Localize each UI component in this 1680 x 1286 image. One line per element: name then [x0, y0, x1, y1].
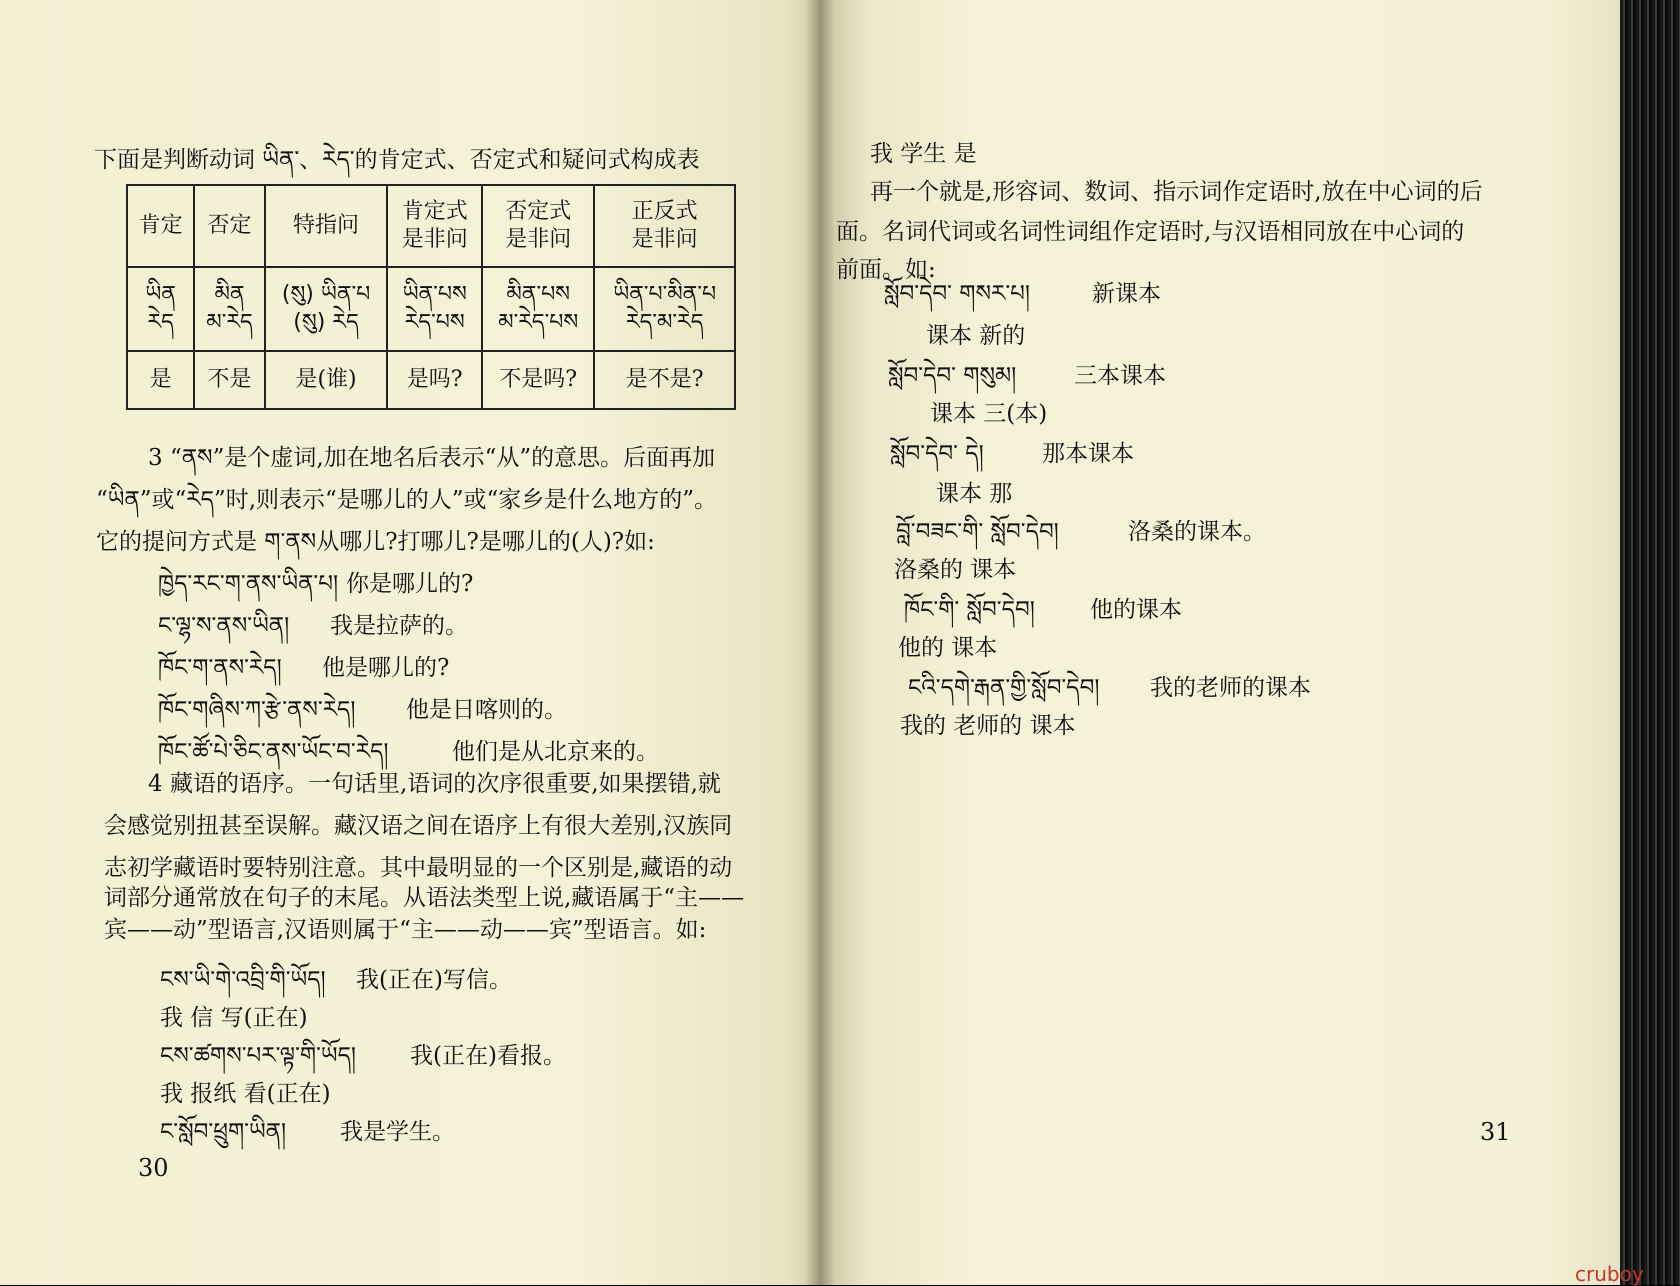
- page-edges: [1620, 0, 1680, 1285]
- table-cell: 是: [127, 351, 194, 409]
- example-translation: 我(正在)写信。: [356, 967, 512, 993]
- book-gutter: [805, 0, 835, 1285]
- example-translation: 我(正在)看报。: [410, 1043, 566, 1069]
- word-gloss: 他的 课本: [898, 635, 998, 661]
- copula-table: [126, 184, 736, 410]
- tibetan-example: ངའི་དགེ་རྒན་གྱི་སློབ་དེབ།: [908, 675, 1100, 701]
- paragraph-line: 会感觉别扭甚至误解。藏汉语之间在语序上有很大差别,汉族同: [104, 813, 733, 839]
- tibetan-example: ཁོང་གི་ སློབ་དེབ།: [904, 597, 1035, 623]
- tibetan-example: སློབ་དེབ་ གསུམ།: [888, 363, 1017, 389]
- table-cell: 不是: [194, 351, 264, 409]
- table-cell: 是(谁): [265, 351, 388, 409]
- table-cell: 不是吗?: [482, 351, 594, 409]
- table-header: 否定式 是非问: [482, 185, 594, 267]
- tibetan-example: ངས་ཚགས་པར་ལྟ་གི་ཡོད།: [160, 1043, 357, 1069]
- paragraph-line: 宾——动”型语言,汉语则属于“主——动——宾”型语言。如:: [104, 917, 707, 943]
- example-translation: 他们是从北京来的。: [452, 739, 659, 765]
- example-translation: 我是学生。: [340, 1119, 455, 1145]
- paragraph-line: 志初学藏语时要特别注意。其中最明显的一个区别是,藏语的动: [104, 855, 733, 881]
- word-gloss: 课本 新的: [926, 323, 1026, 349]
- table-intro: 下面是判断动词 ཡིན་、རེད་的肯定式、否定式和疑问式构成表: [94, 147, 700, 173]
- table-cell: 是不是?: [594, 351, 735, 409]
- word-gloss: 我 信 写(正在): [160, 1005, 308, 1031]
- word-gloss: 洛桑的 课本: [894, 557, 1017, 583]
- paragraph-line: “ཡིན”或“རེད”时,则表示“是哪儿的人”或“家乡是什么地方的”。: [96, 487, 718, 513]
- table-cell: མིན མ་རེད: [194, 267, 264, 351]
- tibetan-example: ཁོང་གཞིས་ཀ་རྩེ་ནས་རེད།: [158, 697, 356, 723]
- word-gloss: 我 学生 是: [870, 141, 977, 167]
- watermark: cruboy: [1575, 1262, 1644, 1286]
- table-cell: མིན་པས མ་རེད་པས: [482, 267, 594, 351]
- tibetan-example: སློབ་དེབ་ གསར་པ།: [884, 281, 1031, 307]
- tibetan-example: ངས་ཡི་གེ་འབྲི་གི་ཡོད།: [160, 967, 326, 993]
- tibetan-example: སློབ་དེབ་ དེ།: [890, 441, 984, 467]
- example-translation: 三本课本: [1074, 363, 1166, 389]
- example-translation: 他是日喀则的。: [406, 697, 567, 723]
- example-translation: 我是拉萨的。: [330, 613, 468, 639]
- word-gloss: 我 报纸 看(正在): [160, 1081, 331, 1107]
- tibetan-example: བློ་བཟང་གི་ སློབ་དེབ།: [896, 519, 1059, 545]
- table-cell: (སུ) ཡིན་པ (སུ) རེད: [265, 267, 388, 351]
- table-cell: 是吗?: [387, 351, 482, 409]
- table-header: 否定: [194, 185, 264, 267]
- word-gloss: 课本 那: [936, 481, 1013, 507]
- example-translation: 他的课本: [1090, 597, 1182, 623]
- example-translation: 我的老师的课本: [1150, 675, 1311, 701]
- page-number: 31: [1480, 1118, 1511, 1146]
- paragraph-line: 前面。如:: [836, 257, 936, 283]
- tibetan-example: ཁོང་ཚོ་པེ་ཅིང་ནས་ཡོང་བ་རེད།: [158, 739, 389, 765]
- page-number: 30: [138, 1154, 169, 1182]
- paragraph-line: 4 藏语的语序。一句话里,语词的次序很重要,如果摆错,就: [148, 771, 721, 797]
- table-header: 肯定式 是非问: [387, 185, 482, 267]
- example-translation: 你是哪儿的?: [346, 571, 474, 597]
- paragraph-line: 词部分通常放在句子的末尾。从语法类型上说,藏语属于“主——: [104, 885, 745, 911]
- example-translation: 那本课本: [1042, 441, 1134, 467]
- table-header: 正反式 是非问: [594, 185, 735, 267]
- table-header: 肯定: [127, 185, 194, 267]
- example-translation: 洛桑的课本。: [1128, 519, 1266, 545]
- paragraph-line: 它的提问方式是 ག་ནས从哪儿?打哪儿?是哪儿的(人)?如:: [96, 529, 655, 555]
- tibetan-example: ཁོང་ག་ནས་རེད།: [158, 655, 282, 681]
- example-translation: 他是哪儿的?: [322, 655, 450, 681]
- tibetan-example: ང་ལྷ་ས་ནས་ཡིན།: [158, 613, 290, 639]
- word-gloss: 课本 三(本): [930, 401, 1048, 427]
- paragraph-line: 再一个就是,形容词、数词、指示词作定语时,放在中心词的后: [870, 179, 1483, 205]
- table-cell: ཡིན་པ་མིན་པ རེད་མ་རེད: [594, 267, 735, 351]
- paragraph-line: 面。名词代词或名词性词组作定语时,与汉语相同放在中心词的: [836, 219, 1465, 245]
- table-cell: ཡིན་པས རེད་པས: [387, 267, 482, 351]
- table-cell: ཡིན རེད: [127, 267, 194, 351]
- tibetan-example: ཁྱེད་རང་ག་ནས་ཡིན་པ།: [158, 571, 339, 597]
- tibetan-example: ང་སློབ་ཕྲུག་ཡིན།: [160, 1119, 287, 1145]
- table-header: 特指问: [265, 185, 388, 267]
- paragraph-line: 3 “ནས”是个虚词,加在地名后表示“从”的意思。后面再加: [148, 445, 716, 471]
- example-translation: 新课本: [1092, 281, 1161, 307]
- word-gloss: 我的 老师的 课本: [900, 713, 1076, 739]
